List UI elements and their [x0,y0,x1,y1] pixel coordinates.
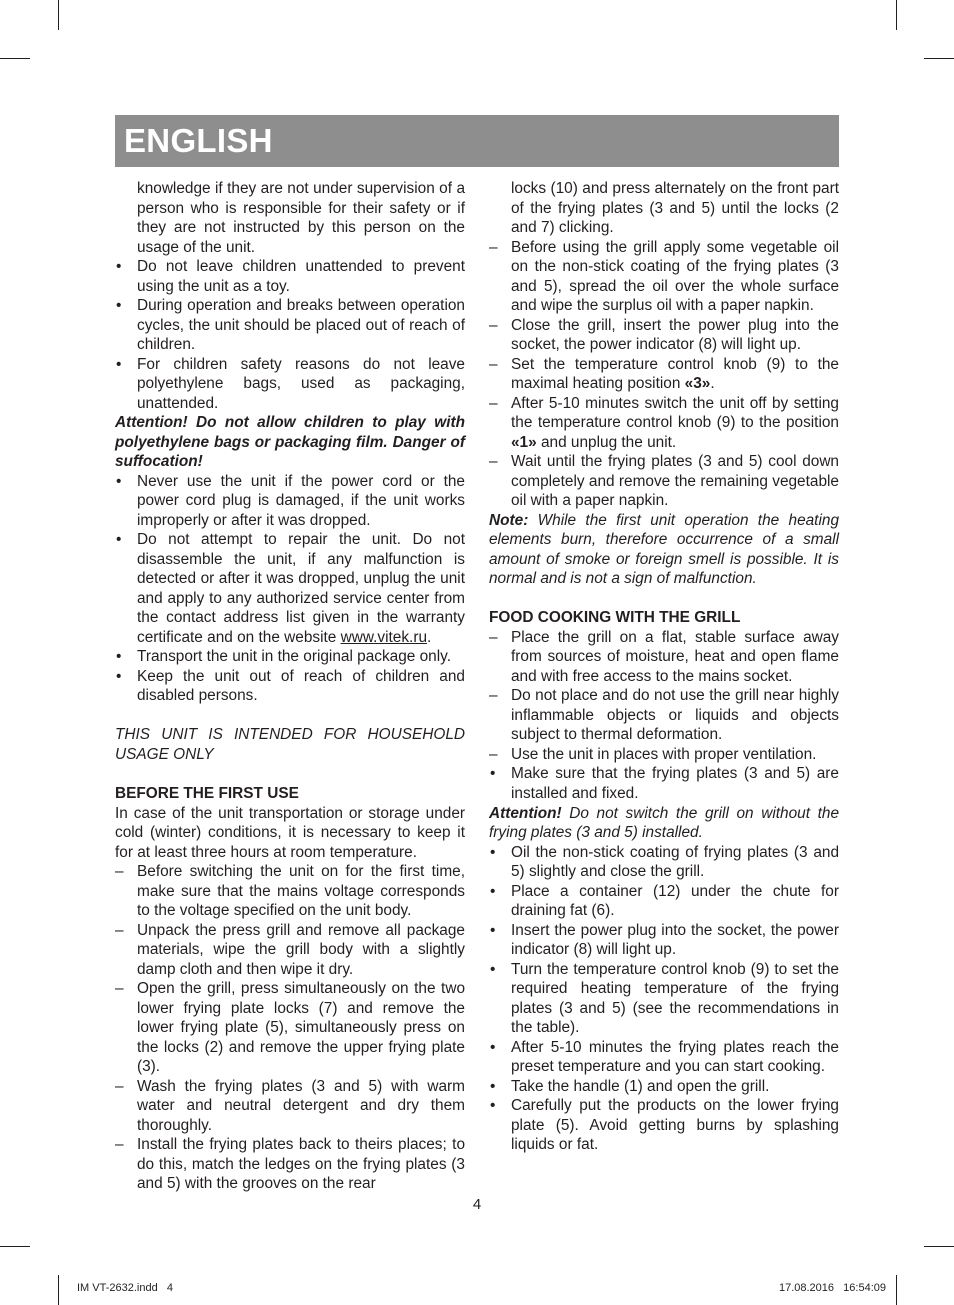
bullet-marker: • [490,960,496,978]
bullet-marker: • [490,1097,496,1115]
dash-marker: – [489,628,498,646]
continued-paragraph: knowledge if they are not under supervision of a person who is responsible for their safety or if they are not instructed by this person on the usage of the unit. [137,180,465,256]
spacer [115,706,465,726]
bullet-marker: • [116,531,122,549]
note-paragraph [489,511,839,589]
bullet-item [489,764,839,803]
dash-text: Use the unit in places with proper ventilation. [511,745,817,763]
bullet-item [489,843,839,882]
bullet-text: Do not leave children unattended to prevent using the unit as a toy. [137,258,465,295]
dash-item [489,355,839,394]
attention-label: Attention! [489,804,562,822]
dash-marker: – [115,863,124,881]
bullet-text: Transport the unit in the original package only. [137,648,451,666]
bullet-text: During operation and breaks between operation cycles, the unit should be placed out of reach of children. [137,297,465,354]
period: . [427,628,432,646]
bullet-item [115,647,465,667]
dash-item [489,316,839,355]
dash-marker: – [489,238,498,256]
bullet-text: Never use the unit if the power cord or the power cord plug is damaged, if the unit works improperly or after it was dropped. [137,472,465,529]
bullet-item [489,1038,839,1077]
bullet-text: Keep the unit out of reach of children and disabled persons. [137,667,465,705]
bullet-item [115,355,465,414]
dash-item [115,979,465,1077]
bullet-item [115,257,465,296]
dash-text: Install the frying plates back to theirs places; to do this, match the ledges on the frying plates (3 and 5) with the grooves on the rear [137,1136,465,1193]
crop-mark-top-right-vertical [896,0,897,30]
dash-item [489,452,839,511]
bullet-text: Make sure that the frying plates (3 and 5) are installed and fixed. [511,765,839,802]
dash-marker: – [489,745,498,763]
bullet-marker: • [116,472,122,490]
bullet-item [489,1077,839,1097]
dash-text: Before switching the unit on for the first time, make sure that the mains voltage corresponds to the voltage specified on the unit body. [137,863,465,920]
bullet-text: For children safety reasons do not leave polyethylene bags, used as packaging, unattended. [137,355,465,412]
dash-item [115,1135,465,1194]
bullet-item [115,296,465,355]
bullet-marker: • [490,921,496,939]
dash-text: After 5-10 minutes switch the unit off by setting the temperature control knob (9) to the position [511,394,839,432]
footer-timestamp: 17.08.2016 16:54:09 [778,1282,886,1294]
dash-text: Close the grill, insert the power plug into the socket, the power indicator (8) will light up. [511,316,839,354]
dash-marker: – [489,394,498,412]
bullet-marker: • [116,648,122,666]
dash-marker: – [115,921,124,939]
bullet-text: Oil the non-stick coating of frying plates (3 and 5) slightly and close the grill. [511,843,839,881]
crop-mark-top-left-horizontal [0,58,30,59]
bullet-marker: • [490,843,496,861]
household-notice: THIS UNIT IS INTENDED FOR HOUSEHOLD USAGE ONLY [115,726,465,763]
crop-mark-bottom-left-horizontal [0,1246,30,1247]
dash-text: Wait until the frying plates (3 and 5) cool down completely and remove the remaining vegetable oil with a paper napkin. [511,453,839,510]
dash-item [115,921,465,980]
bullet-item [489,960,839,1038]
crop-mark-bottom-right-horizontal [924,1246,954,1247]
knob-position-value: «3» [684,375,711,393]
note-label: Note: [489,511,529,529]
crop-mark-top-right-horizontal [924,58,954,59]
website-link[interactable]: www.vitek.ru [340,628,428,646]
dash-marker: – [115,1136,124,1154]
bullet-marker: • [116,355,122,373]
bullet-item [115,667,465,706]
dash-text: Do not place and do not use the grill near highly inflammable objects or liquids and objects subject to thermal deformation. [511,687,839,744]
bullet-text: Carefully put the products on the lower frying plate (5). Avoid getting burns by splashing liquids or fat. [511,1097,839,1154]
bullet-marker: • [490,1077,496,1095]
bullet-marker: • [116,297,122,315]
dash-item [115,1077,465,1136]
bullet-text: After 5-10 minutes the frying plates reach the preset temperature and you can start cooking. [511,1038,839,1076]
footer-filename: IM VT-2632.indd 4 [77,1282,173,1294]
page-number: 4 [472,1196,482,1213]
dash-marker: – [489,453,498,471]
dash-item [489,745,839,765]
bullet-marker: • [490,765,496,783]
knob-position-value: «1» [511,433,537,451]
dash-text: Unpack the press grill and remove all package materials, wipe the grill body with a slightly damp cloth and then wipe it dry. [137,921,465,978]
right-column [489,179,839,1155]
dash-item [489,394,839,453]
spacer [489,589,839,609]
dash-item [489,628,839,687]
bullet-item [115,530,465,647]
left-column [115,179,465,1194]
bullet-item [489,921,839,960]
bullet-text: Do not attempt to repair the unit. Do not disassemble the unit, if any malfunction is detected or after it was dropped, unplug the unit and apply to any authorized service center from the contact address list given in the warranty certificate and on the website [137,531,465,646]
dash-marker: – [115,1077,124,1095]
bullet-text: Insert the power plug into the socket, the power indicator (8) will light up. [511,921,839,959]
section-heading-food-cooking: FOOD COOKING WITH THE GRILL [489,609,741,627]
dash-text: Before using the grill apply some vegetable oil on the non-stick coating of the frying plates (3 and 5), spread the oil over the whole surface and wipe the surplus oil with a paper napkin. [511,238,839,315]
dash-item [489,686,839,745]
bullet-item [489,1096,839,1155]
continued-step: locks (10) and press alternately on the front part of the frying plates (3 and 5) until the locks (2 and 7) clicking. [511,180,839,237]
bullet-item [115,472,465,531]
bullet-marker: • [116,667,122,685]
bullet-item [489,882,839,921]
section-heading-before-first-use: BEFORE THE FIRST USE [115,784,299,802]
dash-marker: – [489,316,498,334]
dash-text: Open the grill, press simultaneously on the two lower frying plate locks (7) and remove the lower frying plate (5), simultaneously press on the locks (2) and remove the upper frying plate (3). [137,980,465,1076]
attention-text: Do not switch the grill on without the frying plates (3 and 5) installed. [489,804,839,842]
dash-item [115,862,465,921]
note-text: While the first unit operation the heating elements burn, therefore occurrence of a small amount of smoke or foreign smell is possible. It is normal and is not a sign of malfunction. [489,511,839,588]
sentence-end: and unplug the unit. [536,433,677,451]
attention-warning [489,804,839,843]
language-title: ENGLISH [124,122,273,159]
bullet-marker: • [490,882,496,900]
crop-mark-bottom-left-vertical [58,1275,59,1305]
bullet-marker: • [490,1038,496,1056]
dash-text: Wash the frying plates (3 and 5) with warm water and neutral detergent and dry them thoroughly. [137,1077,465,1134]
dash-text: Set the temperature control knob (9) to the maximal heating position [511,355,839,393]
bullet-text: Turn the temperature control knob (9) to set the required heating temperature of the frying plates (3 and 5) (see the recommendations in the table). [511,960,839,1037]
section-intro: In case of the unit transportation or storage under cold (winter) conditions, it is necessary to keep it for at least three hours at room temperature. [115,804,465,861]
dash-marker: – [489,355,498,373]
spacer [115,764,465,784]
bullet-text: Place a container (12) under the chute for draining fat (6). [511,882,839,920]
crop-mark-top-left-vertical [58,0,59,30]
dash-marker: – [489,687,498,705]
dash-marker: – [115,980,124,998]
sentence-end: . [710,375,715,393]
dash-text: Place the grill on a flat, stable surface away from sources of moisture, heat and open flame and with free access to the mains socket. [511,628,839,685]
attention-warning: Attention! Do not allow children to play with polyethylene bags or packaging film. Danger of suffocation! [115,414,465,471]
bullet-marker: • [116,258,122,276]
crop-mark-bottom-right-vertical [896,1275,897,1305]
dash-item [489,238,839,316]
language-header-bar [115,115,839,167]
bullet-text: Take the handle (1) and open the grill. [511,1077,770,1095]
